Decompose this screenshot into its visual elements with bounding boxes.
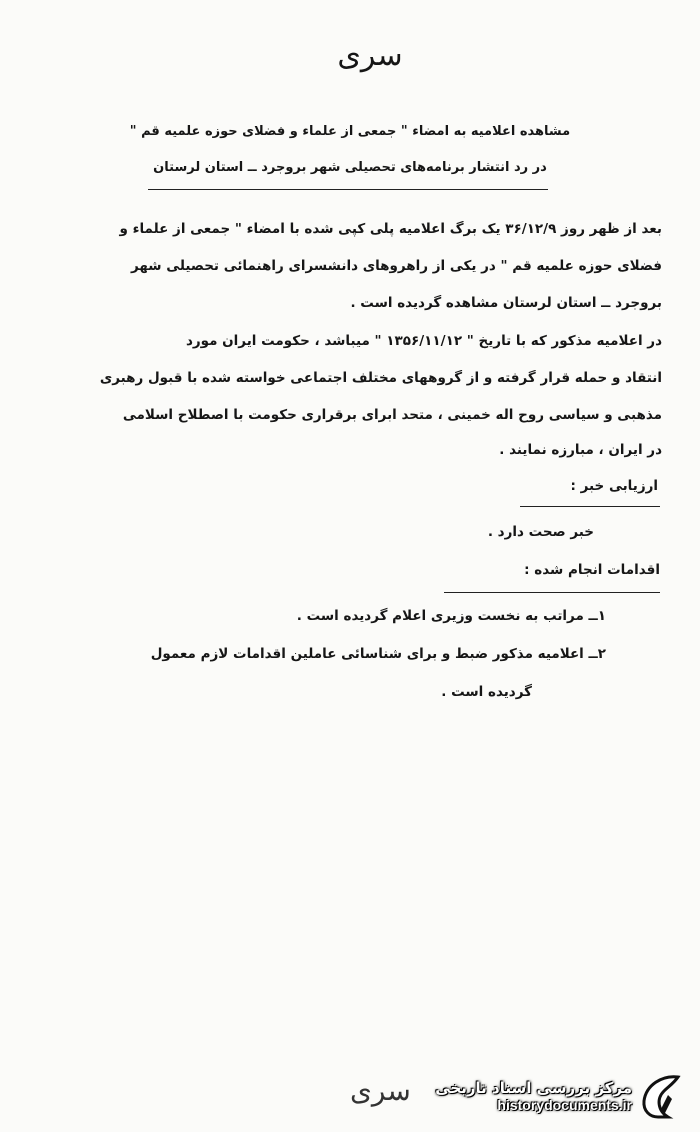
- action-item-1: ۱ــ مراتب به نخست وزیری اعلام گردیده است .: [296, 608, 606, 624]
- evaluation-text: خبر صحت دارد .: [487, 524, 594, 540]
- paragraph-2-line-1: در اعلامیه مذکور که با تاریخ " ۱۳۵۶/۱۱/۱۲ " میباشد ، حکومت ایران مورد: [185, 333, 662, 349]
- watermark-logo-icon: [638, 1071, 684, 1121]
- subject-underline: [148, 189, 548, 190]
- subject-line-1: مشاهده اعلامیه به امضاء " جمعی از علماء و فضلای حوزه علمیه قم ": [129, 124, 571, 139]
- paragraph-2-line-4: در ایران ، مبارزه نمایند .: [499, 442, 662, 458]
- watermark-text: [435, 1079, 632, 1113]
- actions-heading: اقدامات انجام شده :: [524, 562, 660, 578]
- paragraph-1-line-3: بروجرد ــ استان لرستان مشاهده گردیده است .: [350, 295, 662, 311]
- action-item-2: ۲ــ اعلامیه مذکور ضبط و برای شناسائی عاملین اقدامات لازم معمول: [150, 646, 606, 662]
- action-item-2-continuation: گردیده است .: [441, 684, 532, 700]
- classification-bottom: سری: [350, 1074, 411, 1107]
- paragraph-1-line-2: فضلای حوزه علمیه قم " در یکی از راهروهای دانشسرای راهنمائی تحصیلی شهر: [130, 258, 662, 274]
- actions-underline: [444, 592, 660, 593]
- watermark-title: مرکز بررسی اسناد تاریخی: [435, 1079, 632, 1097]
- watermark: [435, 1068, 684, 1124]
- subject-line-2: در رد انتشار برنامه‌های تحصیلی شهر بروجرد ــ استان لرستان: [153, 160, 547, 175]
- paragraph-1-line-1: بعد از ظهر روز ۳۶/۱۲/۹ یک برگ اعلامیه پلی کپی شده با امضاء " جمعی از علماء و: [119, 221, 662, 237]
- watermark-url: historydocuments.ir: [497, 1097, 632, 1113]
- evaluation-underline: [520, 506, 660, 507]
- evaluation-heading: ارزیابی خبر :: [570, 478, 658, 494]
- paragraph-2-line-2: انتقاد و حمله قرار گرفته و از گروههای مختلف اجتماعی خواسته شده با قبول رهبری: [99, 370, 662, 386]
- classification-top: سری: [337, 38, 403, 73]
- paragraph-2-line-3: مذهبی و سیاسی روح اله خمینی ، متحد ابرای برقراری حکومت با اصطلاح اسلامی: [122, 407, 662, 423]
